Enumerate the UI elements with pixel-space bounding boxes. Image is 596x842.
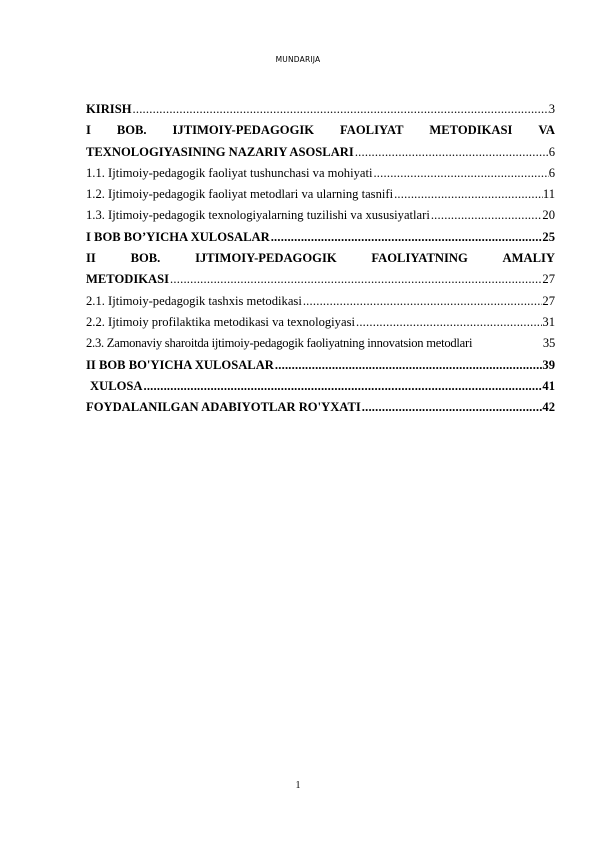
toc-entry-title: II BOB BO'YICHA XULOSALAR <box>86 357 274 372</box>
toc-entry-chapter-2-title[interactable] <box>86 269 555 290</box>
toc-entry-title: XULOSA <box>90 378 143 393</box>
toc-word: FAOLIYATNING <box>371 251 468 266</box>
toc-entry-kirish[interactable] <box>86 99 555 120</box>
toc-entry-chapter-1-conclusions[interactable] <box>86 227 555 248</box>
toc-entry-page: 3 <box>548 102 555 116</box>
toc-entry-title: METODIKASI <box>86 272 170 287</box>
toc-entry-title: 2.1. Ijtimoiy-pedagogik tashxis metodikasi <box>86 293 302 308</box>
dot-leader <box>275 355 543 376</box>
toc-word: FAOLIYAT <box>340 123 404 138</box>
dot-leader <box>394 184 543 205</box>
toc-entry-1-2[interactable] <box>86 184 555 205</box>
dot-leader <box>143 376 542 397</box>
dot-leader <box>355 142 549 163</box>
toc-entry-title: FOYDALANILGAN ADABIYOTLAR RO'YXATI <box>86 400 361 415</box>
dot-leader <box>356 312 542 333</box>
toc-entry-page: 27 <box>542 272 555 287</box>
dot-leader <box>170 269 542 290</box>
toc-entry-page: 11 <box>542 187 555 202</box>
toc-entry-title: 1.3. Ijtimoiy-pedagogik texnologiyalarning tuzilishi va xususiyatlari <box>86 208 430 223</box>
table-of-contents <box>86 99 555 418</box>
toc-word: BOB. <box>116 123 147 138</box>
dot-leader <box>362 397 543 418</box>
toc-entry-2-2[interactable] <box>86 312 555 333</box>
toc-entry-bibliography[interactable] <box>86 397 555 418</box>
toc-entry-title: 2.2. Ijtimoiy profilaktika metodikasi va texnologiyasi <box>86 314 355 329</box>
toc-entry-chapter-2-heading[interactable] <box>86 248 555 269</box>
toc-word: IJTIMOIY-PEDAGOGIK <box>195 251 337 266</box>
toc-entry-2-1[interactable] <box>86 291 555 312</box>
toc-entry-title: 2.3. Zamonaviy sharoitda ijtimoiy-pedagogik faoliyatning innovatsion metodlari <box>86 336 473 351</box>
page-title: MUNDARIJA <box>275 55 321 64</box>
toc-entry-chapter-2-conclusions[interactable] <box>86 355 555 376</box>
dot-leader <box>431 205 543 226</box>
toc-entry-1-1[interactable] <box>86 163 555 184</box>
toc-entry-page: 42 <box>542 400 555 415</box>
dot-leader <box>271 227 543 248</box>
toc-entry-page: 6 <box>548 165 555 180</box>
toc-entry-title: TEXNOLOGIYASINING NAZARIY ASOSLARI <box>86 144 354 159</box>
toc-word: AMALIY <box>502 251 555 266</box>
toc-entry-chapter-1-title[interactable] <box>86 142 555 163</box>
page-number: 1 <box>295 780 301 791</box>
toc-entry-page: 6 <box>548 144 555 159</box>
toc-word: METODIKASI <box>429 123 513 138</box>
toc-entry-page: 31 <box>542 314 555 329</box>
toc-entry-page: 20 <box>542 208 555 223</box>
toc-entry-title: 1.1. Ijtimoiy-pedagogik faoliyat tushunchasi va mohiyati <box>86 165 373 180</box>
toc-entry-title: 1.2. Ijtimoiy-pedagogik faoliyat metodlari va ularning tasnifi <box>86 187 394 202</box>
toc-entry-title: I BOB BO’YICHA XULOSALAR <box>86 229 270 244</box>
toc-entry-page: 41 <box>542 378 555 393</box>
toc-entry-xulosa[interactable] <box>86 376 555 397</box>
dot-leader <box>133 99 549 120</box>
toc-entry-chapter-1-heading[interactable] <box>86 120 555 141</box>
toc-entry-page: 35 <box>542 336 555 351</box>
dot-leader <box>373 163 548 184</box>
toc-word: I <box>86 123 91 138</box>
toc-word: VA <box>538 123 555 138</box>
toc-entry-1-3[interactable] <box>86 205 555 226</box>
toc-word: II <box>86 251 96 266</box>
toc-entry-page: 39 <box>542 357 555 372</box>
toc-entry-title: KIRISH <box>86 102 132 116</box>
toc-word: IJTIMOIY-PEDAGOGIK <box>172 123 315 138</box>
dot-leader <box>303 291 543 312</box>
toc-entry-page: 25 <box>542 229 555 244</box>
toc-entry-page: 27 <box>542 293 555 308</box>
toc-word: BOB. <box>130 251 161 266</box>
toc-entry-2-3[interactable] <box>86 333 555 354</box>
